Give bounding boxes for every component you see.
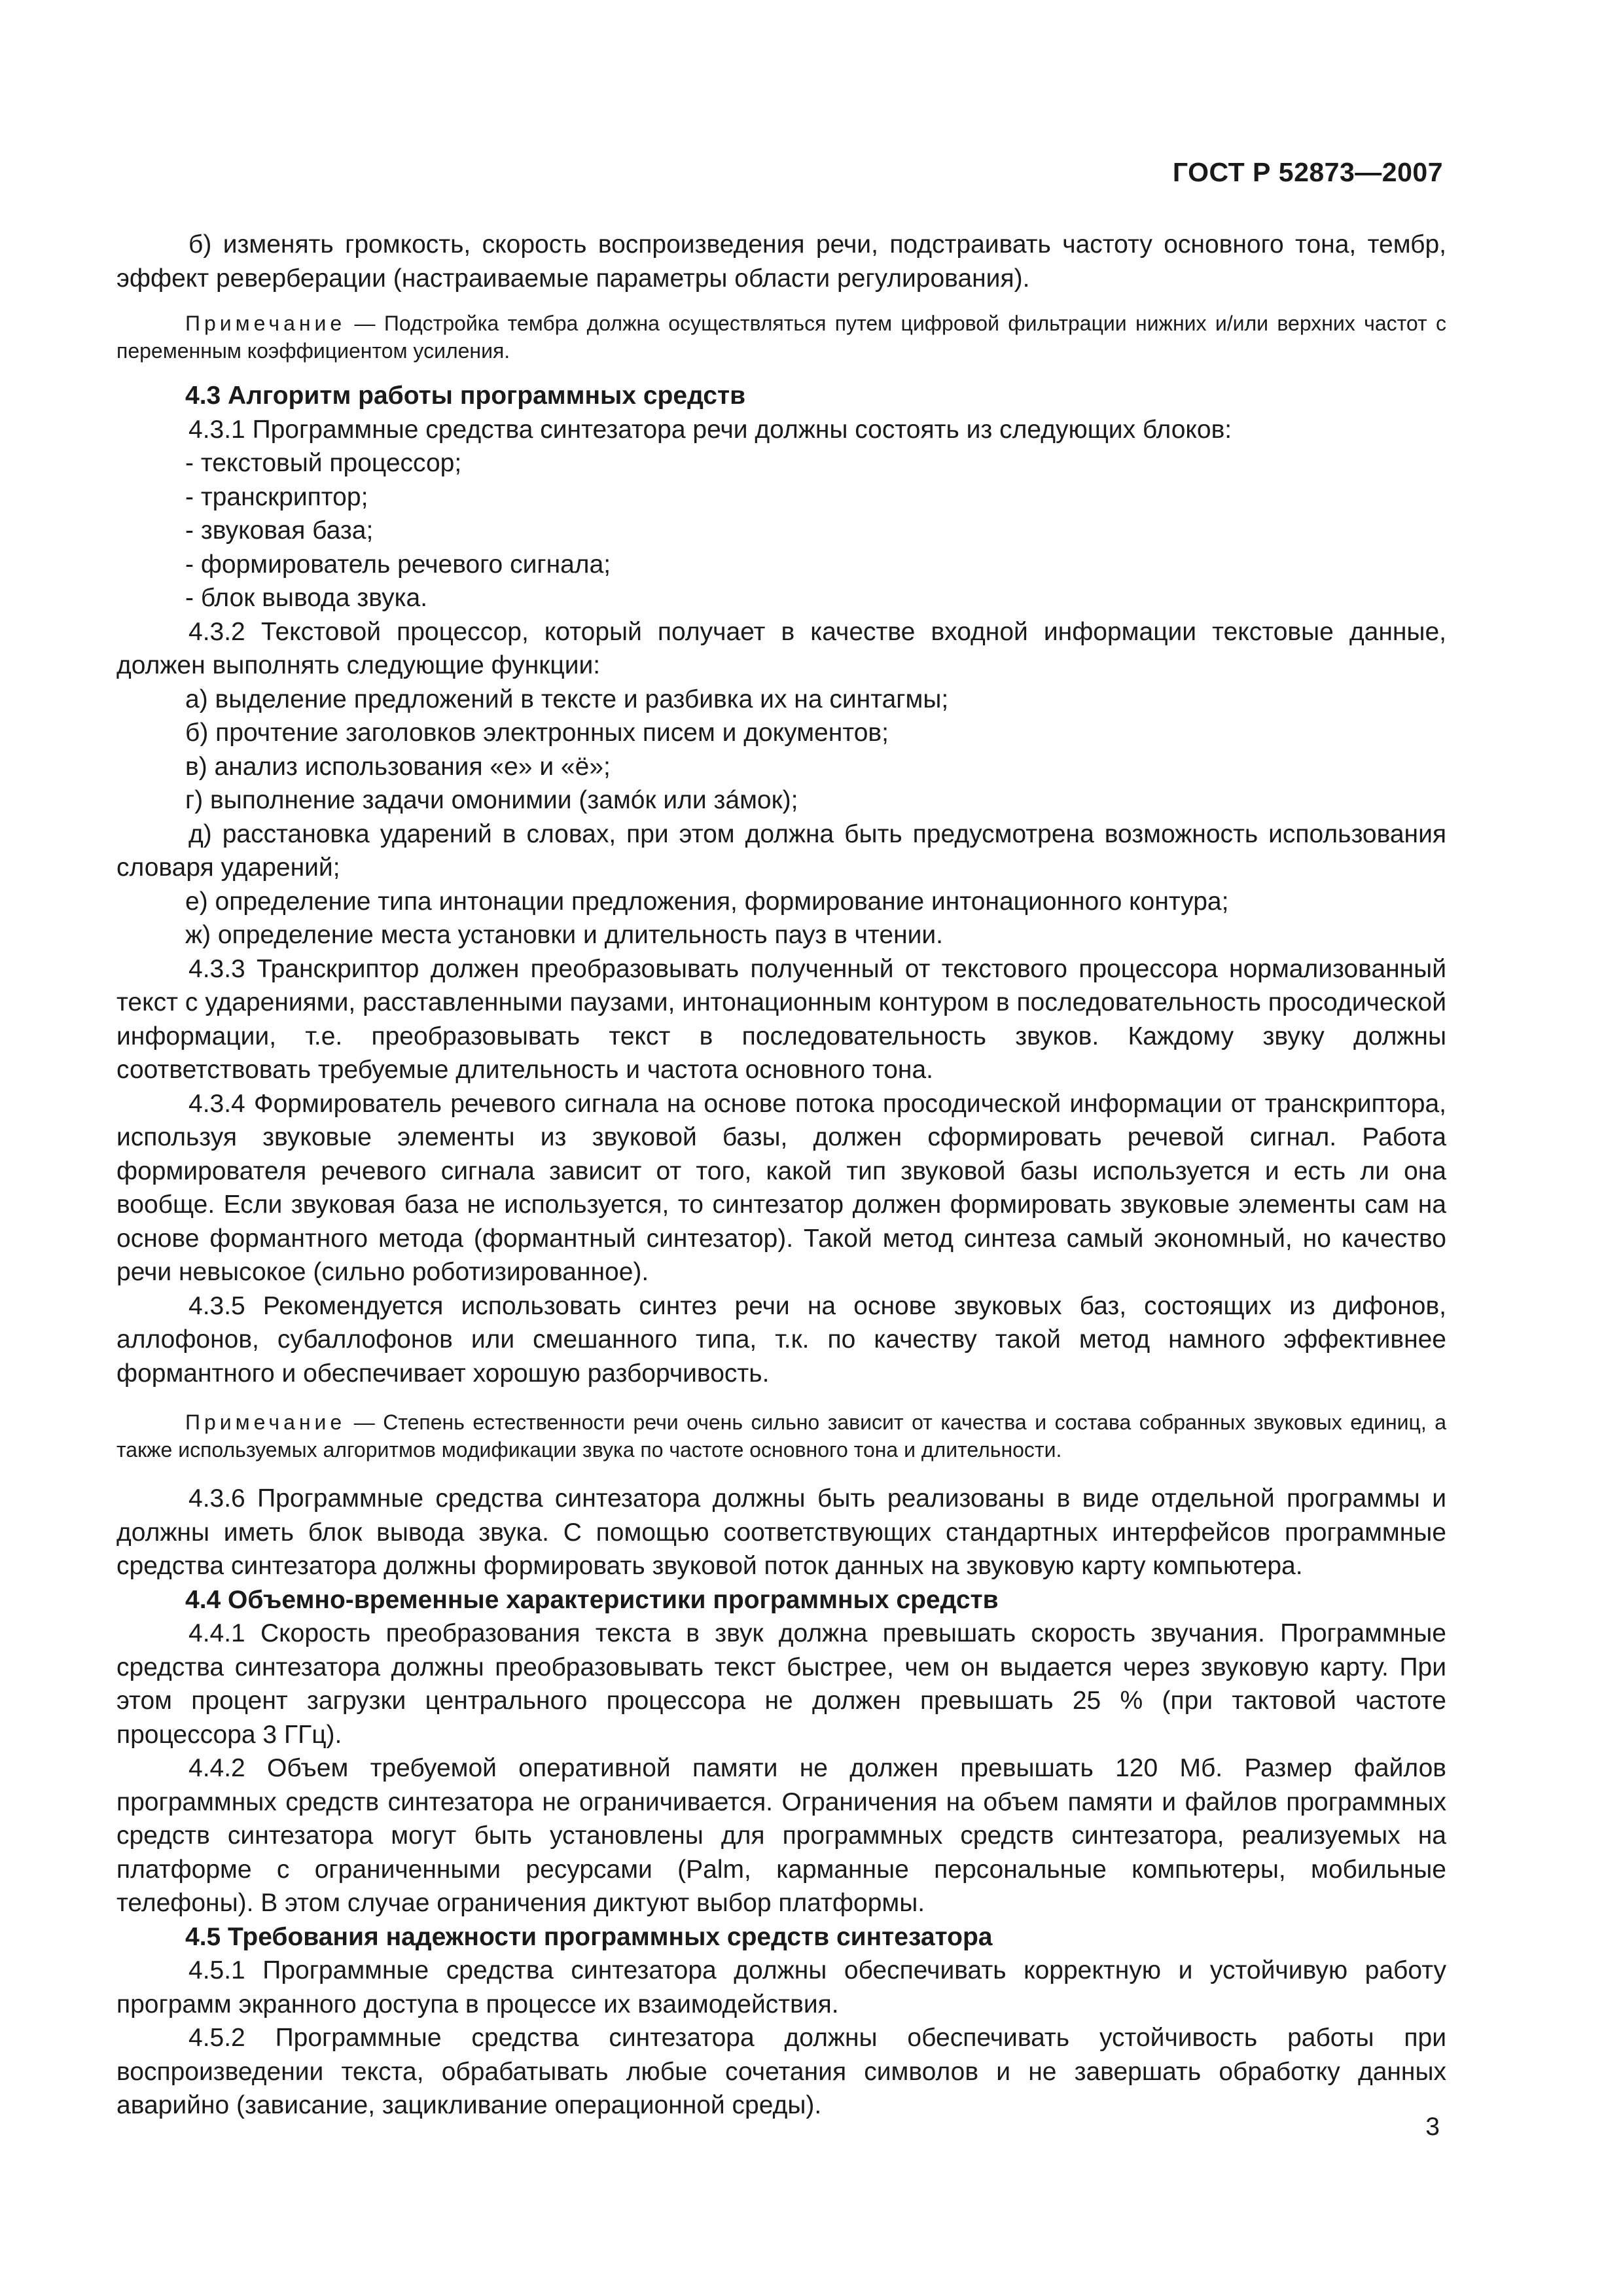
paragraph: 4.5.1 Программные средства синтезатора должны обеспечивать корректную и устойчивую работу программ экранного доступа в процессе их взаимодействия. xyxy=(116,1956,1446,2018)
section-heading: 4.3 Алгоритм работы программных средств xyxy=(185,382,746,410)
note-text: — Степень естественности речи очень сильно зависит от качества и состава собранных звуковых единиц, а также используемых алгоритмов модификации звука по частоте основного тона и длительности. xyxy=(116,1410,1446,1462)
paragraph: 4.4.1 Скорость преобразования текста в звук должна превышать скорость звучания. Программные средства синтезатора должны преобразовывать текст быстрее, чем он выдается через звуковую карту. При этом процент загрузки центрального процессора не должен превышать 25 % (при тактовой частоте процессора 3 ГГц). xyxy=(116,1619,1446,1749)
paragraph: 4.5.2 Программные средства синтезатора должны обеспечивать устойчивость работы при воспроизведении текста, обрабатывать любые сочетания символов и не завершать обработку данных аварийно (зависание, зацикливание операционной среды). xyxy=(116,2024,1446,2119)
spacer xyxy=(116,1463,1446,1482)
spacer xyxy=(116,365,1446,379)
document-id-header: ГОСТ Р 52873—2007 xyxy=(1172,157,1443,187)
paragraph: 4.3.5 Рекомендуется использовать синтез речи на основе звуковых баз, состоящих из дифонов, аллофонов, субаллофонов или смешанного типа, т.к. по качеству такой метод намного эффективнее формантного и обеспечивает хорошую разборчивость. xyxy=(116,1291,1446,1388)
note-label: Примечание xyxy=(185,1410,346,1434)
list-item: в) анализ использования «е» и «ё»; xyxy=(185,752,611,781)
list-item: - транскриптор; xyxy=(185,482,368,511)
list-item: - звуковая база; xyxy=(185,516,374,545)
section-heading: 4.5 Требования надежности программных средств синтезатора xyxy=(185,1922,993,1951)
list-item: б) прочтение заголовков электронных писем и документов; xyxy=(185,719,889,747)
spacer xyxy=(116,295,1446,310)
note-paragraph xyxy=(116,1408,1446,1463)
paragraph: 4.3.4 Формирователь речевого сигнала на основе потока просодической информации от транскриптора, используя звуковые элементы из звуковой базы, должен сформировать речевой сигнал. Работа формирователя речевого сигнала зависит от того, какой тип звуковой базы используется и есть ли она вообще. Если звуковая база не используется, то синтезатор должен формировать звуковые элементы сам на основе формантного метода (формантный синтезатор). Такой метод синтеза самый экономный, но качество речи невысокое (сильно роботизированное). xyxy=(116,1089,1446,1286)
note-label: Примечание xyxy=(185,312,346,335)
list-item: - формирователь речевого сигнала; xyxy=(185,550,611,579)
list-item: а) выделение предложений в тексте и разбивка их на синтагмы; xyxy=(185,685,949,713)
list-item: г) выполнение задачи омонимии (замóк или зáмок); xyxy=(185,786,798,814)
paragraph: 4.3.2 Текстовой процессор, который получает в качестве входной информации текстовые данные, должен выполнять следующие функции: xyxy=(116,617,1446,679)
note-text: — Подстройка тембра должна осуществляться путем цифровой фильтрации нижних и/или верхних частот с переменным коэффициентом усиления. xyxy=(116,312,1446,363)
note-paragraph xyxy=(116,310,1446,365)
paragraph: 4.3.3 Транскриптор должен преобразовывать полученный от текстового процессора нормализованный текст с ударениями, расставленными паузами, интонационным контуром в последовательность просодической информации, т.е. преобразовывать текст в последовательность звуков. Каждому звуку должны соответствовать требуемые длительность и частота основного тона. xyxy=(116,954,1446,1084)
paragraph: 4.4.2 Объем требуемой оперативной памяти не должен превышать 120 Мб. Размер файлов программных средств синтезатора не ограничивается. Ограничения на объем памяти и файлов программных средств синтезатора могут быть установлены для программных средств синтезатора, реализуемых на платформе с ограниченными ресурсами (Palm, карманные персональные компьютеры, мобильные телефоны). В этом случае ограничения диктуют выбор платформы. xyxy=(116,1754,1446,1917)
paragraph: б) изменять громкость, скорость воспроизведения речи, подстраивать частоту основного тона, тембр, эффект реверберации (настраиваемые параметры области регулирования). xyxy=(116,230,1446,293)
list-item: ж) определение места установки и длительность пауз в чтении. xyxy=(185,921,944,949)
list-item: - текстовый процессор; xyxy=(185,449,462,477)
page-number: 3 xyxy=(1425,2113,1440,2141)
paragraph: д) расстановка ударений в словах, при этом должна быть предусмотрена возможность использования словаря ударений; xyxy=(116,819,1446,882)
section-heading: 4.4 Объемно-временные характеристики программных средств xyxy=(185,1585,999,1614)
paragraph: 4.3.1 Программные средства синтезатора речи должны состоять из следующих блоков: xyxy=(188,415,1232,444)
spacer xyxy=(116,1390,1446,1408)
document-body xyxy=(116,228,1446,2123)
list-item: е) определение типа интонации предложения, формирование интонационного контура; xyxy=(185,887,1229,916)
paragraph: 4.3.6 Программные средства синтезатора должны быть реализованы в виде отдельной программы и должны иметь блок вывода звука. С помощью соответствующих стандартных интерфейсов программные средства синтезатора должны формировать звуковой поток данных на звуковую карту компьютера. xyxy=(116,1484,1446,1580)
list-item: - блок вывода звука. xyxy=(185,584,428,612)
